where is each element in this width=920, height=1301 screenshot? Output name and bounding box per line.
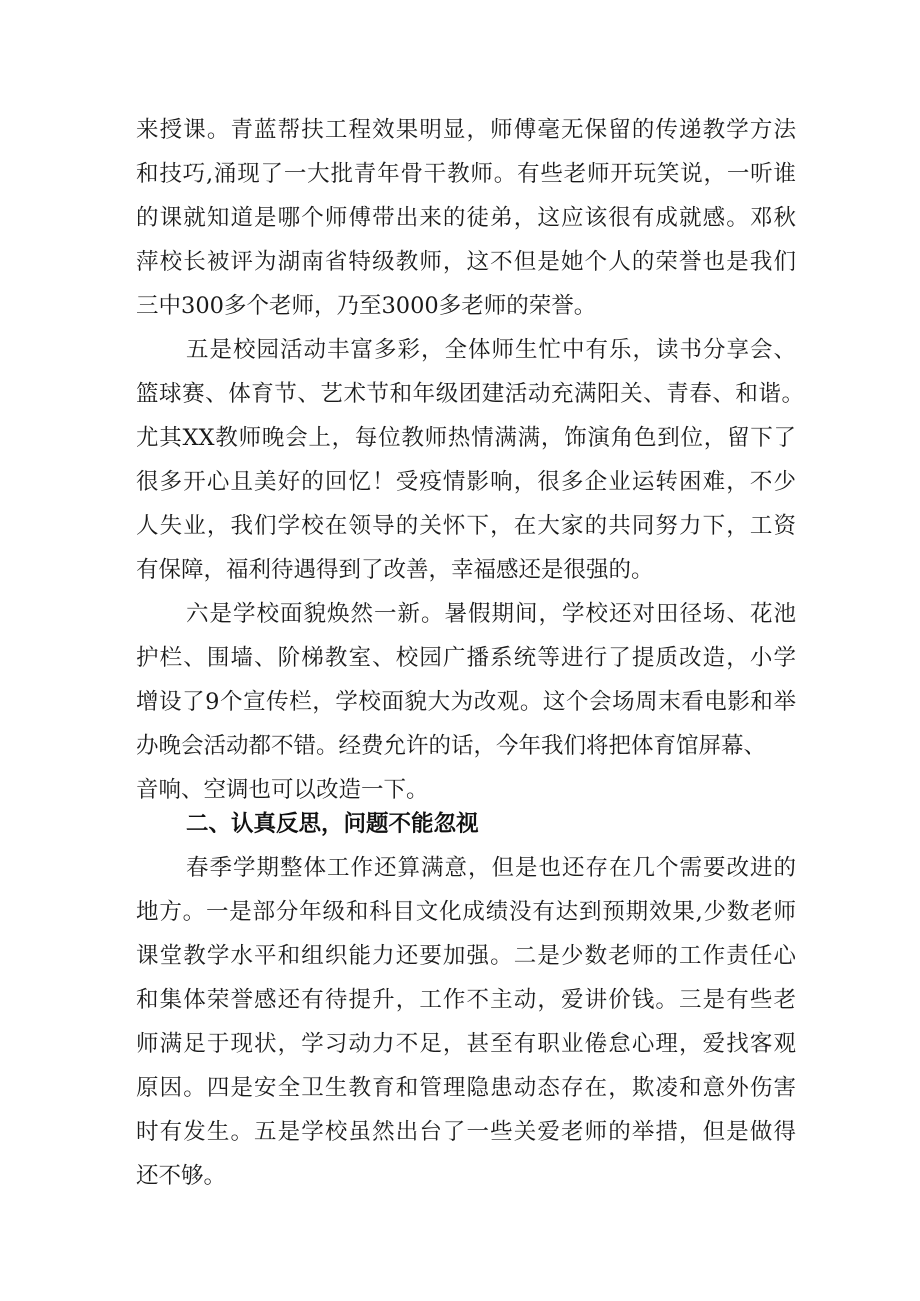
text-line: 还不够。 (136, 1163, 227, 1189)
text-line: 时有发生。五是学校虽然出台了一些关爱老师的举措，但是做得 (136, 1119, 796, 1145)
text-line: 有保障，福利待遇得到了改善，幸福感还是很强的。 (136, 557, 654, 583)
text-line: 春季学期整体工作还算满意，但是也还存在几个需要改进的 (186, 855, 796, 881)
text-line: 六是学校面貌焕然一新。暑假期间，学校还对田径场、花池 (186, 601, 796, 627)
text-line: 师满足于现状，学习动力不足，甚至有职业倦怠心理，爱找客观 (136, 1031, 796, 1057)
text-line: 音响、空调也可以改造一下。 (136, 777, 429, 803)
text-line: 原因。四是安全卫生教育和管理隐患动态存在，欺凌和意外伤害 (136, 1075, 796, 1101)
text-line: 和技巧,涌现了一大批青年骨干教师。有些老师开玩笑说，一听谁 (136, 161, 796, 187)
text-line: 尤其XX教师晚会上，每位教师热情满满，饰演角色到位，留下了 (136, 425, 796, 451)
text-line: 很多开心且美好的回忆！受疫情影响，很多企业运转困难，不少 (136, 469, 796, 495)
section-heading: 二、认真反思，问题不能忽视 (186, 811, 479, 837)
text-line: 的课就知道是哪个师傅带出来的徒弟，这应该很有成就感。邓秋 (136, 205, 796, 231)
text-line: 五是校园活动丰富多彩，全体师生忙中有乐，读书分享会、 (186, 337, 796, 363)
text-line: 护栏、围墙、阶梯教室、校园广播系统等进行了提质改造，小学 (136, 645, 796, 671)
text-line: 人失业，我们学校在领导的关怀下，在大家的共同努力下，工资 (136, 513, 796, 539)
text-line: 来授课。青蓝帮扶工程效果明显，师傅毫无保留的传递教学方法 (136, 117, 796, 143)
text-line: 增设了9个宣传栏，学校面貌大为改观。这个会场周末看电影和举 (136, 689, 796, 715)
text-line: 篮球赛、体育节、艺术节和年级团建活动充满阳关、青春、和谐。 (136, 381, 804, 407)
text-line: 办晚会活动都不错。经费允许的话，今年我们将把体育馆屏幕、 (136, 733, 767, 759)
text-line: 三中300多个老师，乃至3000多老师的荣誉。 (136, 293, 597, 319)
text-line: 萍校长被评为湖南省特级教师，这不但是她个人的荣誉也是我们 (136, 249, 796, 275)
text-line: 和集体荣誉感还有待提升，工作不主动，爱讲价钱。三是有些老 (136, 987, 796, 1013)
text-line: 课堂教学水平和组织能力还要加强。二是少数老师的工作责任心 (136, 943, 796, 969)
text-line: 地方。一是部分年级和科目文化成绩没有达到预期效果,少数老师 (136, 899, 796, 925)
